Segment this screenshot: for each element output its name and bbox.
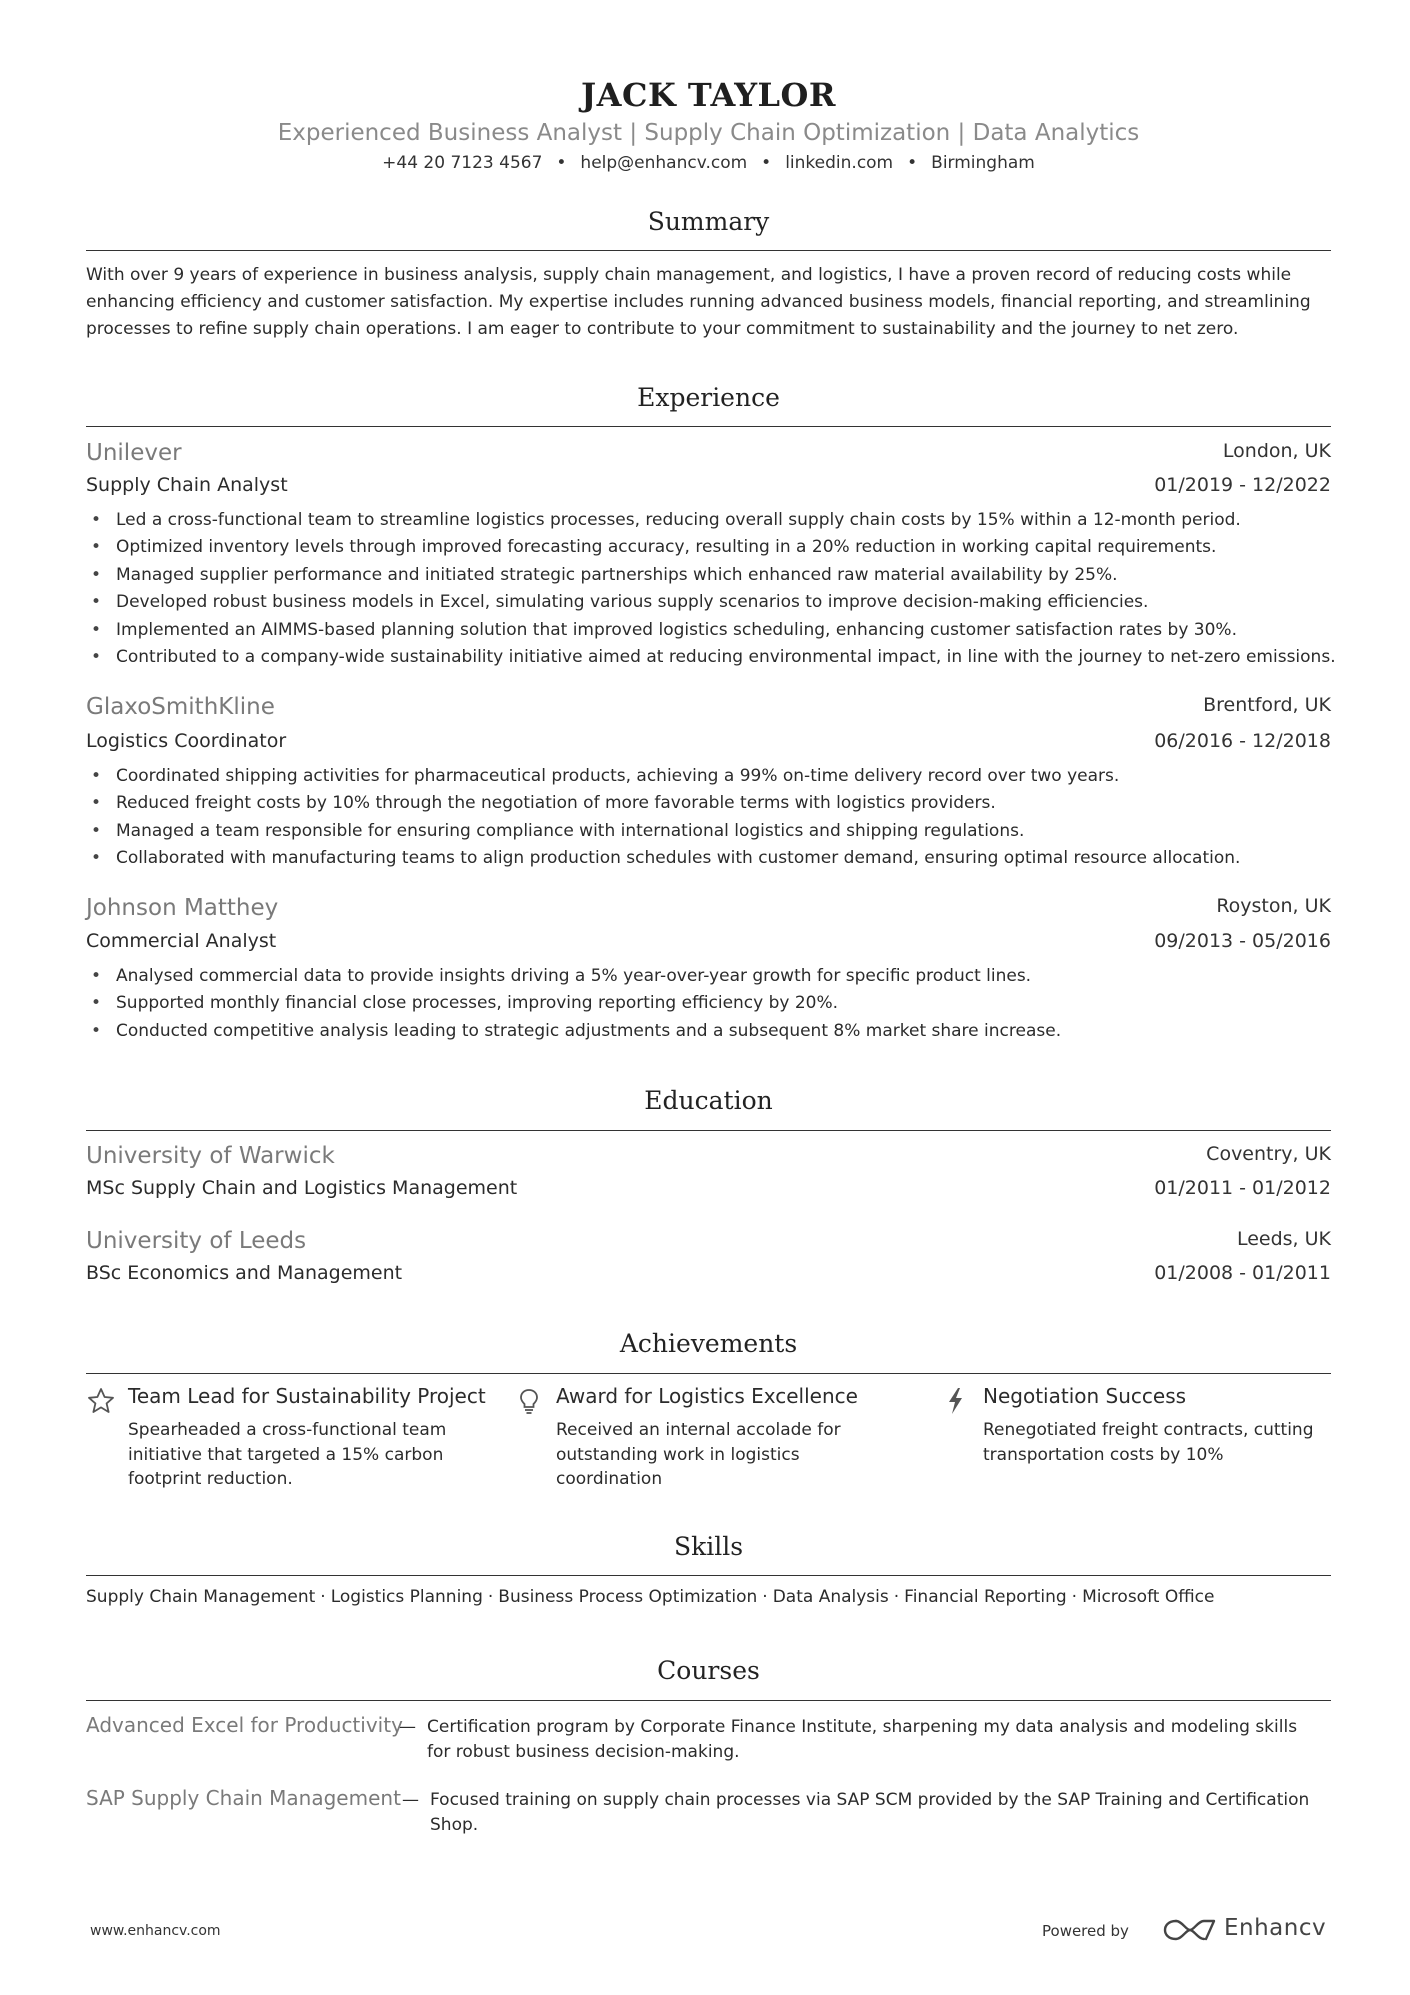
enhancv-logo-icon [1162,1914,1218,1946]
lightbulb-icon [514,1386,544,1416]
job-dates: 06/2016 - 12/2018 [1154,730,1331,752]
skill-item: Business Process Optimization [498,1587,758,1607]
contact-phone: +44 20 7123 4567 [382,153,543,173]
skills-divider [86,1575,1331,1576]
enhancv-brand-text: Enhancv [1224,1915,1327,1941]
company-name: GlaxoSmithKline [86,694,275,720]
summary-divider [86,250,1331,251]
degree-name: MSc Supply Chain and Logistics Management [86,1177,518,1199]
star-icon [86,1386,116,1416]
school-location: Leeds, UK [1236,1228,1331,1250]
bullet-item: • Contributed to a company-wide sustainability initiative aimed at reducing environmental impact, in line with the journey to net-zero emissions. [86,644,1331,671]
course-dash: — [402,1790,419,1810]
skills-title: Skills [673,1532,744,1561]
contact-separator: • [556,153,567,173]
bullet-item: • Collaborated with manufacturing teams to align production schedules with customer demand, ensuring optimal resource allocation. [86,845,1331,872]
contact-separator: • [761,153,772,173]
job-dates: 09/2013 - 05/2016 [1154,930,1331,952]
contact-line [86,153,1331,173]
job-role: Supply Chain Analyst [86,474,288,496]
achievements-divider [86,1373,1331,1374]
achievement-title: Negotiation Success [983,1384,1187,1408]
school-name: University of Warwick [86,1143,335,1169]
skills-list [86,1587,1214,1607]
job-dates: 01/2019 - 12/2022 [1154,474,1331,496]
course-desc [402,1788,1310,1838]
lightning-icon [941,1386,971,1416]
experience-title: Experience [637,383,780,412]
bullet-item: • Supported monthly financial close processes, improving reporting efficiency by 20%. [86,990,1331,1017]
skill-separator: · [893,1587,900,1607]
education-title: Education [644,1086,773,1115]
achievement-desc: Renegotiated freight contracts, cutting transportation costs by 10% [983,1420,1314,1465]
bullet-item: • Coordinated shipping activities for pharmaceutical products, achieving a 99% on-time delivery record over two years. [86,763,1331,790]
job-bullets [86,763,1331,873]
contact-location: Birmingham [931,153,1035,173]
skill-item: Data Analysis [772,1587,889,1607]
footer-website[interactable]: www.enhancv.com [90,1923,221,1939]
bullet-item: • Optimized inventory levels through improved forecasting accuracy, resulting in a 20% reduction in working capital requirements. [86,534,1331,561]
education-divider [86,1130,1331,1131]
skill-separator: · [487,1587,494,1607]
achievement-desc: Spearheaded a cross-functional team initiative that targeted a 15% carbon footprint reduction. [128,1420,447,1489]
company-location: London, UK [1222,440,1331,462]
bullet-item: • Implemented an AIMMS-based planning solution that improved logistics scheduling, enhancing customer satisfaction rates by 30%. [86,617,1331,644]
candidate-tagline: Experienced Business Analyst | Supply Chain Optimization | Data Analytics [277,120,1140,146]
skill-item: Microsoft Office [1082,1587,1215,1607]
course-name: Advanced Excel for Productivity [86,1713,403,1737]
job-role: Logistics Coordinator [86,730,287,752]
contact-email[interactable]: help@enhancv.com [580,153,748,173]
skill-separator: · [762,1587,768,1607]
experience-divider [86,426,1331,427]
skill-item: Supply Chain Management [86,1587,316,1607]
bullet-item: • Analysed commercial data to provide insights driving a 5% year-over-year growth for specific product lines. [86,963,1331,990]
course-desc [399,1715,1317,1765]
achievement-title: Team Lead for Sustainability Project [128,1384,486,1408]
courses-title: Courses [657,1656,760,1685]
achievement-desc: Received an internal accolade for outstanding work in logistics coordination [556,1420,841,1489]
degree-dates: 01/2011 - 01/2012 [1154,1177,1331,1199]
skill-item: Logistics Planning [330,1587,483,1607]
company-name: Johnson Matthey [86,895,279,921]
courses-divider [86,1700,1331,1701]
candidate-name: JACK TAYLOR [581,76,836,114]
achievement-title: Award for Logistics Excellence [556,1384,858,1408]
enhancv-logo[interactable] [1162,1914,1327,1946]
skill-item: Financial Reporting [904,1587,1067,1607]
bullet-item: • Managed supplier performance and initiated strategic partnerships which enhanced raw material availability by 25%. [86,562,1331,589]
school-name: University of Leeds [86,1228,307,1254]
bullet-item: • Managed a team responsible for ensuring compliance with international logistics and shipping regulations. [86,818,1331,845]
contact-linkedin[interactable]: linkedin.com [785,153,894,173]
company-name: Unilever [86,440,182,466]
job-bullets [86,507,1336,671]
bullet-item: • Developed robust business models in Excel, simulating various supply scenarios to improve decision-making efficiencies. [86,589,1331,616]
bullet-item: • Led a cross-functional team to streamline logistics processes, reducing overall supply chain costs by 15% within a 12-month period. [86,507,1331,534]
bullet-item: • Conducted competitive analysis leading to strategic adjustments and a subsequent 8% market share increase. [86,1018,1331,1045]
course-dash: — [399,1717,416,1737]
company-location: Brentford, UK [1203,694,1331,716]
course-desc-text: Certification program by Corporate Finance Institute, sharpening my data analysis and modeling skills for robust business decision-making. [427,1717,1298,1762]
school-location: Coventry, UK [1206,1143,1331,1165]
summary-text: With over 9 years of experience in business analysis, supply chain management, and logistics, I have a proven record of reducing costs while enhancing efficiency and customer satisfaction. My expertise includes running advanced business models, financial reporting, and streamlining processes to refine supply chain operations. I am eager to contribute to your commitment to sustainability and the journey to net zero. [86,265,1311,339]
company-location: Royston, UK [1216,895,1331,917]
course-name: SAP Supply Chain Management [86,1786,401,1810]
summary-title: Summary [647,207,770,236]
contact-separator: • [907,153,918,173]
job-bullets [86,963,1331,1045]
degree-dates: 01/2008 - 01/2011 [1154,1262,1331,1284]
job-role: Commercial Analyst [86,930,277,952]
course-desc-text: Focused training on supply chain processes via SAP SCM provided by the SAP Training and Certification Shop. [430,1790,1310,1835]
skill-separator: · [320,1587,326,1607]
achievements-title: Achievements [619,1329,798,1358]
degree-name: BSc Economics and Management [86,1262,403,1284]
footer-powered-by: Powered by [1042,1922,1129,1940]
skill-separator: · [1071,1587,1078,1607]
bullet-item: • Reduced freight costs by 10% through the negotiation of more favorable terms with logistics providers. [86,790,1331,817]
